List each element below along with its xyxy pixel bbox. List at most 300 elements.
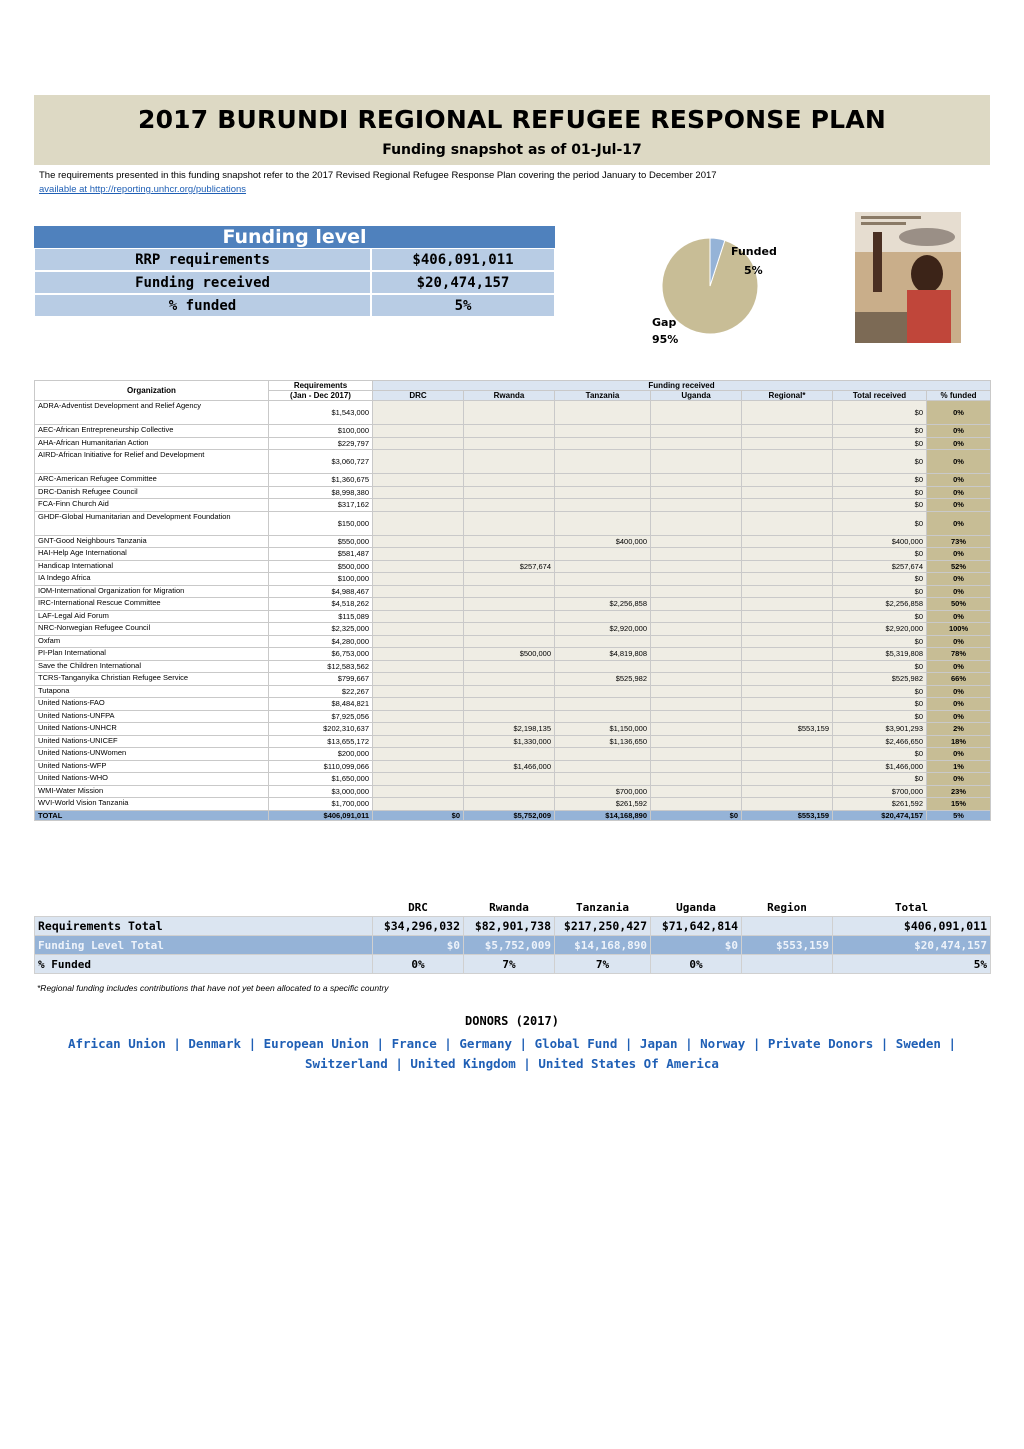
table-row [35,573,991,586]
tanzania-cell: $2,256,858 [555,598,651,611]
tanzania-cell [555,548,651,561]
pct-funded-summary-row [35,955,991,974]
regional-cell [742,798,833,811]
pct-funded-row [34,294,555,317]
pct-funded-cell: 0% [927,450,991,474]
regional-cell [742,698,833,711]
table-row [35,425,991,438]
uganda-cell [651,573,742,586]
pct-funded-cell: 78% [927,648,991,661]
drc-cell [373,710,464,723]
total-rwanda: $5,752,009 [464,810,555,820]
table-row [35,486,991,499]
fund-region: $553,159 [742,936,833,955]
drc-cell [373,585,464,598]
table-row [35,474,991,487]
regional-cell [742,425,833,438]
pct-funded-value: 5% [371,294,555,317]
pct-funded-cell: 2% [927,723,991,736]
tanzania-cell [555,610,651,623]
pct-region [742,955,833,974]
uganda-cell [651,437,742,450]
regional-cell [742,401,833,425]
regional-cell [742,548,833,561]
total-received-cell: $0 [833,548,927,561]
tanzania-cell [555,474,651,487]
organization-cell: AEC-African Entrepreneurship Collective [35,425,269,438]
regional-cell [742,573,833,586]
table-row [35,748,991,761]
pct-funded-cell: 0% [927,425,991,438]
regional-cell [742,450,833,474]
requirements-cell: $150,000 [269,511,373,535]
req-uganda: $71,642,814 [651,917,742,936]
uganda-cell [651,773,742,786]
requirements-cell: $200,000 [269,748,373,761]
regional-cell [742,773,833,786]
organization-cell: United Nations-UNICEF [35,735,269,748]
uganda-cell [651,425,742,438]
total-received-cell: $0 [833,425,927,438]
pct-funded-cell: 0% [927,511,991,535]
requirements-cell: $799,667 [269,673,373,686]
drc-cell [373,798,464,811]
col-funding-received: Funding received [373,381,991,391]
uganda-cell [651,548,742,561]
requirements-cell: $202,310,637 [269,723,373,736]
organization-cell: AHA-African Humanitarian Action [35,437,269,450]
rwanda-cell [464,623,555,636]
table-row [35,723,991,736]
rwanda-cell: $257,674 [464,560,555,573]
pct-tanzania: 7% [555,955,651,974]
tanzania-cell [555,486,651,499]
col-regional: Regional* [742,391,833,401]
total-received-cell: $2,920,000 [833,623,927,636]
pie-label-gap: Gap [652,316,677,329]
rwanda-cell [464,535,555,548]
organization-cell: Handicap International [35,560,269,573]
drc-cell [373,573,464,586]
page-subtitle: Funding snapshot as of 01-Jul-17 [382,142,642,158]
col-total-received: Total received [833,391,927,401]
total-received-cell: $0 [833,401,927,425]
intro-text [39,169,717,197]
rwanda-cell [464,773,555,786]
table-row [35,560,991,573]
rwanda-cell [464,635,555,648]
col-organization: Organization [35,381,269,401]
pie-pct-gap: 95% [652,333,679,346]
organization-cell: GNT-Good Neighbours Tanzania [35,535,269,548]
table-row [35,698,991,711]
drc-cell [373,698,464,711]
funding-pie-chart [640,218,840,353]
funding-level-box [34,226,555,317]
drc-cell [373,535,464,548]
tanzania-cell: $4,819,808 [555,648,651,661]
drc-cell [373,773,464,786]
regional-cell [742,610,833,623]
uganda-cell [651,499,742,512]
uganda-cell [651,748,742,761]
pct-funded-cell: 0% [927,486,991,499]
organization-cell: ADRA-Adventist Development and Relief Agency [35,401,269,425]
regional-cell [742,735,833,748]
table-row [35,437,991,450]
uganda-cell [651,560,742,573]
uganda-cell [651,685,742,698]
organization-cell: IA Indego Africa [35,573,269,586]
table-row [35,760,991,773]
table-row [35,660,991,673]
regional-cell [742,660,833,673]
pct-funded-cell: 0% [927,499,991,512]
page-title: 2017 BURUNDI REGIONAL REFUGEE RESPONSE PLAN [137,105,886,134]
fund-uganda: $0 [651,936,742,955]
drc-cell [373,474,464,487]
organization-cell: WVI-World Vision Tanzania [35,798,269,811]
organization-cell: Tutapona [35,685,269,698]
requirements-cell: $500,000 [269,560,373,573]
pct-funded-cell: 0% [927,610,991,623]
tanzania-cell [555,698,651,711]
total-received-cell: $0 [833,698,927,711]
total-requirements: $406,091,011 [269,810,373,820]
requirements-cell: $3,060,727 [269,450,373,474]
rwanda-cell [464,474,555,487]
uganda-cell [651,535,742,548]
rwanda-cell [464,437,555,450]
uganda-cell [651,450,742,474]
regional-cell: $553,159 [742,723,833,736]
pct-funded-cell: 0% [927,573,991,586]
requirements-cell: $13,655,172 [269,735,373,748]
drc-cell [373,511,464,535]
total-received-cell: $0 [833,450,927,474]
pct-funded-cell: 0% [927,401,991,425]
total-received-cell: $525,982 [833,673,927,686]
drc-cell [373,437,464,450]
country-summary-table [34,898,991,974]
tanzania-cell [555,710,651,723]
drc-cell [373,748,464,761]
rwanda-cell [464,548,555,561]
uganda-cell [651,798,742,811]
table-row [35,673,991,686]
requirements-cell: $550,000 [269,535,373,548]
total-received-cell: $0 [833,486,927,499]
tanzania-cell [555,573,651,586]
requirements-cell: $1,543,000 [269,401,373,425]
tanzania-cell [555,635,651,648]
table-row [35,610,991,623]
organization-cell: PI-Plan International [35,648,269,661]
uganda-cell [651,660,742,673]
summary-col-rwanda: Rwanda [489,900,529,914]
funding-received-label: Funding received [34,271,371,294]
regional-footnote: *Regional funding includes contributions that have not yet been allocated to a specific country [37,983,389,993]
table-row [35,511,991,535]
total-label: TOTAL [35,810,269,820]
regional-cell [742,760,833,773]
regional-cell [742,635,833,648]
organization-cell: United Nations-FAO [35,698,269,711]
total-received-cell: $400,000 [833,535,927,548]
drc-cell [373,598,464,611]
requirements-cell: $4,518,262 [269,598,373,611]
drc-cell [373,723,464,736]
rwanda-cell: $500,000 [464,648,555,661]
pct-funded-cell: 0% [927,710,991,723]
table-row [35,401,991,425]
regional-cell [742,474,833,487]
uganda-cell [651,760,742,773]
total-received-cell: $3,901,293 [833,723,927,736]
table-row [35,773,991,786]
organization-cell: AIRD-African Initiative for Relief and Development [35,450,269,474]
funding-level-title: Funding level [34,226,555,248]
organization-cell: FCA-Finn Church Aid [35,499,269,512]
table-row [35,735,991,748]
requirements-cell: $100,000 [269,573,373,586]
pct-drc: 0% [373,955,464,974]
pct-funded-cell: 0% [927,585,991,598]
organization-cell: WMI-Water Mission [35,785,269,798]
requirements-cell: $110,099,066 [269,760,373,773]
table-row [35,710,991,723]
tanzania-cell: $525,982 [555,673,651,686]
drc-cell [373,635,464,648]
pct-funded-cell: 15% [927,798,991,811]
requirements-cell: $4,988,467 [269,585,373,598]
rrp-requirements-row [34,248,555,271]
regional-cell [742,598,833,611]
total-received-cell: $0 [833,573,927,586]
intro-description: The requirements presented in this funding snapshot refer to the 2017 Revised Regional Refugee Response Plan covering the period January to December 2017 [39,170,717,181]
organization-cell: United Nations-UNHCR [35,723,269,736]
table-row [35,585,991,598]
regional-cell [742,710,833,723]
requirements-cell: $3,000,000 [269,785,373,798]
total-uganda: $0 [651,810,742,820]
rwanda-cell [464,798,555,811]
total-received-cell: $0 [833,710,927,723]
regional-cell [742,648,833,661]
uganda-cell [651,401,742,425]
total-received-cell: $0 [833,585,927,598]
drc-cell [373,548,464,561]
table-row [35,648,991,661]
tanzania-cell: $400,000 [555,535,651,548]
publications-link[interactable]: available at http://reporting.unhcr.org/publications [39,184,247,195]
requirements-cell: $1,650,000 [269,773,373,786]
uganda-cell [651,635,742,648]
regional-cell [742,673,833,686]
pct-funded-cell: 0% [927,437,991,450]
col-uganda: Uganda [651,391,742,401]
drc-cell [373,610,464,623]
pct-funded-cell: 0% [927,660,991,673]
total-received-cell: $0 [833,499,927,512]
table-row [35,598,991,611]
regional-cell [742,437,833,450]
pct-funded-cell: 0% [927,748,991,761]
uganda-cell [651,610,742,623]
total-received-cell: $261,592 [833,798,927,811]
uganda-cell [651,585,742,598]
rwanda-cell [464,499,555,512]
drc-cell [373,486,464,499]
table-row [35,548,991,561]
fund-tanzania: $14,168,890 [555,936,651,955]
organization-cell: NRC-Norwegian Refugee Council [35,623,269,636]
requirements-cell: $12,583,562 [269,660,373,673]
donors-list: African Union | Denmark | European Union | France | Germany | Global Fund | Japan | Norway | Private Donors | Sweden | Switzerland | United Kingdom | United States Of America [67,1036,957,1071]
cover-photo [855,212,961,343]
rwanda-cell [464,450,555,474]
funding-by-organization-table [34,380,991,821]
total-received-cell: $0 [833,635,927,648]
rwanda-cell [464,698,555,711]
rwanda-cell [464,511,555,535]
tanzania-cell: $1,150,000 [555,723,651,736]
tanzania-cell [555,660,651,673]
tanzania-cell [555,773,651,786]
funding-received-row [34,271,555,294]
fund-total: $20,474,157 [833,936,991,955]
pct-funded-cell: 52% [927,560,991,573]
table-row [35,798,991,811]
total-regional: $553,159 [742,810,833,820]
pct-funded-cell: 0% [927,548,991,561]
drc-cell [373,499,464,512]
summary-col-tanzania: Tanzania [576,900,629,914]
fund-rwanda: $5,752,009 [464,936,555,955]
regional-cell [742,585,833,598]
requirements-cell: $22,267 [269,685,373,698]
total-received-cell: $2,466,650 [833,735,927,748]
fund-drc: $0 [373,936,464,955]
summary-col-total: Total [894,900,929,914]
tanzania-cell: $261,592 [555,798,651,811]
total-received-cell: $0 [833,474,927,487]
total-received-cell: $2,256,858 [833,598,927,611]
requirements-cell: $2,325,000 [269,623,373,636]
total-received-cell: $0 [833,773,927,786]
requirements-cell: $317,162 [269,499,373,512]
pie-label-funded: Funded [731,245,777,258]
pct-funded-cell: 0% [927,685,991,698]
uganda-cell [651,735,742,748]
total-received-cell: $257,674 [833,560,927,573]
regional-cell [742,685,833,698]
tanzania-cell [555,560,651,573]
organization-cell: HAI-Help Age International [35,548,269,561]
total-received: $20,474,157 [833,810,927,820]
drc-cell [373,401,464,425]
rwanda-cell: $2,198,135 [464,723,555,736]
organization-cell: DRC-Danish Refugee Council [35,486,269,499]
total-drc: $0 [373,810,464,820]
requirements-total-row [35,917,991,936]
requirements-cell: $1,360,675 [269,474,373,487]
requirements-total-label: Requirements Total [35,917,373,936]
regional-cell [742,535,833,548]
rwanda-cell [464,486,555,499]
summary-col-drc: DRC [408,900,428,914]
regional-cell [742,560,833,573]
rwanda-cell [464,401,555,425]
rwanda-cell [464,610,555,623]
drc-cell [373,685,464,698]
rwanda-cell [464,685,555,698]
tanzania-cell [555,748,651,761]
total-received-cell: $0 [833,748,927,761]
rrp-requirements-label: RRP requirements [34,248,371,271]
total-pct: 5% [927,810,991,820]
req-region [742,917,833,936]
organization-cell: United Nations-UNFPA [35,710,269,723]
organization-cell: TCRS-Tanganyika Christian Refugee Service [35,673,269,686]
organization-cell: ARC-American Refugee Committee [35,474,269,487]
requirements-cell: $229,797 [269,437,373,450]
rrp-requirements-value: $406,091,011 [371,248,555,271]
requirements-cell: $6,753,000 [269,648,373,661]
requirements-cell: $100,000 [269,425,373,438]
uganda-cell [651,723,742,736]
rwanda-cell [464,673,555,686]
tanzania-cell [555,511,651,535]
pct-funded-cell: 1% [927,760,991,773]
organization-cell: IRC-International Rescue Committee [35,598,269,611]
drc-cell [373,660,464,673]
pct-funded-cell: 73% [927,535,991,548]
drc-cell [373,648,464,661]
rwanda-cell [464,425,555,438]
drc-cell [373,450,464,474]
uganda-cell [651,673,742,686]
pct-funded-cell: 18% [927,735,991,748]
funding-level-total-label: Funding Level Total [35,936,373,955]
col-tanzania: Tanzania [555,391,651,401]
page-header [34,95,990,165]
summary-col-uganda: Uganda [676,900,716,914]
drc-cell [373,785,464,798]
col-requirements-period: (Jan - Dec 2017) [269,391,373,401]
total-received-cell: $5,319,808 [833,648,927,661]
rwanda-cell [464,585,555,598]
total-received-cell: $0 [833,685,927,698]
uganda-cell [651,785,742,798]
organization-cell: LAF-Legal Aid Forum [35,610,269,623]
uganda-cell [651,623,742,636]
rwanda-cell: $1,466,000 [464,760,555,773]
col-rwanda: Rwanda [464,391,555,401]
rwanda-cell: $1,330,000 [464,735,555,748]
rwanda-cell [464,710,555,723]
funding-level-total-row [35,936,991,955]
regional-cell [742,486,833,499]
pct-funded-cell: 0% [927,773,991,786]
requirements-cell: $115,089 [269,610,373,623]
table-row [35,499,991,512]
total-received-cell: $0 [833,511,927,535]
tanzania-cell [555,760,651,773]
tanzania-cell: $2,920,000 [555,623,651,636]
summary-header-blank [35,898,373,917]
requirements-cell: $8,998,380 [269,486,373,499]
